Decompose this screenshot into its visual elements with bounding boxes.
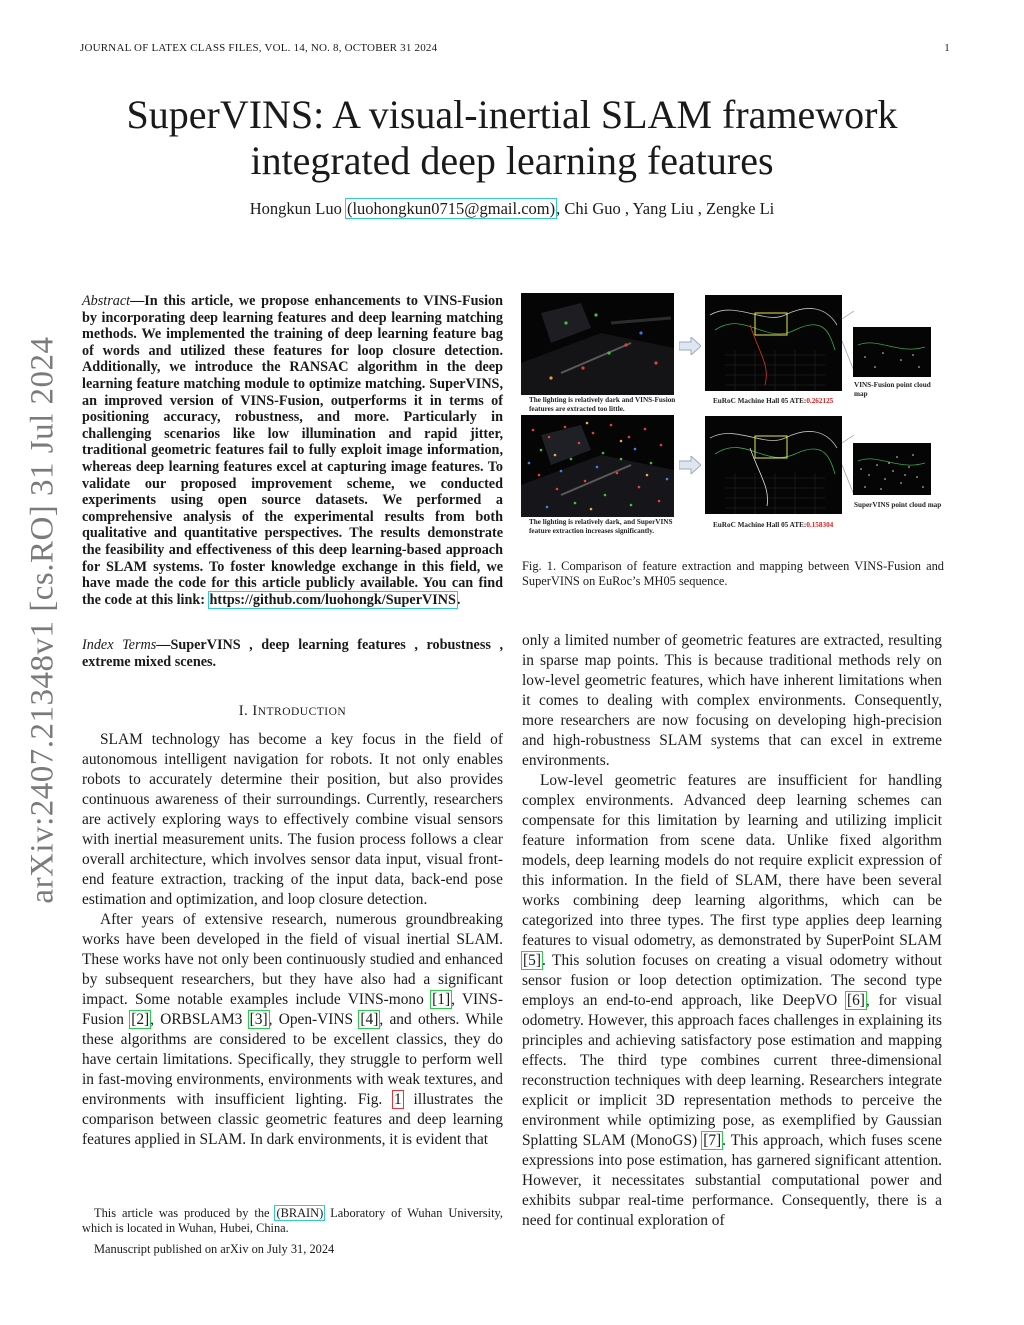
citation-link[interactable]: [5] <box>523 952 541 969</box>
point-cloud-top <box>853 327 931 377</box>
footnote-affiliation <box>82 1206 503 1237</box>
arxiv-id: arXiv:2407.21348v1 [cs.RO] 31 Jul 2024 <box>24 336 61 904</box>
dark-scene-top <box>521 293 674 395</box>
text-run: . This solution focuses on creating a visual odometry without sensor fusion or loop detection optimization. The second type employs an end-to-end approach, like DeepVO <box>522 952 942 1009</box>
index-terms <box>82 637 503 670</box>
ate-value: 0.262125 <box>806 397 834 405</box>
section-number: I. <box>238 703 249 719</box>
abstract-text: —In this article, we propose enhancements to VINS-Fusion by incorporating deep learning features and deep learning matching methods. We implemented the training of deep learning feature bag of words and utilized these features for loop closure detection. Additionally, we introduce the RANSAC algorithm in the deep learning feature matching module to optimize matching. SuperVINS, an improved version of VINS-Fusion, outperforms it in terms of positioning accuracy, robustness, and more. Particularly in challenging scenarios like low illumination and rapid jitter, traditional geometric features fail to fully exploit image information, whereas deep learning features excel at capturing image features. To validate our proposed improvement scheme, we conducted experiments using open source datasets. We performed a comprehensive analysis of the experimental results from both qualitative and quantitative perspectives. The results demonstrate the feasibility and effectiveness of this deep learning-based approach for SLAM systems. To foster knowledge exchange in this field, we have made the code for this article publicly available. You can find the code at this link: <box>82 293 503 608</box>
intro-right-column <box>522 631 942 1231</box>
ate-label: EuRoC Machine Hall 05 ATE: <box>713 521 807 529</box>
text-run: illustrates the comparison between classic geometric features and deep learning features applied in SLAM. In dark environments, it is evident that <box>82 1091 503 1148</box>
citation-link[interactable]: [2] <box>131 1011 150 1028</box>
author-email-link[interactable]: (luohongkun0715@gmail.com) <box>346 199 556 218</box>
citation-link[interactable]: [4] <box>360 1011 379 1028</box>
author-line <box>60 199 964 219</box>
supervins-point-cloud <box>853 443 931 495</box>
intro-paragraph-1: SLAM technology has become a key focus in the field of autonomous intelligent navigation for robots. It not only enables robots to accurately determine their position, but also provides continuous awareness of their surroundings. Currently, researchers are actively exploring ways to effectively combine visual sensors with inertial measurement units. The fusion process follows a clear overall architecture, which involves sensor data input, visual front-end feature extraction, tracking of the input data, back-end pose estimation and optimization, and loop closure detection. <box>82 731 503 908</box>
citation-link[interactable]: [1] <box>432 991 451 1008</box>
top-right-label: VINS-Fusion point cloud map <box>854 381 931 398</box>
text-run: This article was produced by the <box>94 1206 276 1220</box>
right-paragraph-2 <box>522 771 942 1231</box>
bottom-left-caption: The lighting is relatively dark, and SuperVINS feature extraction increases significantly. <box>529 518 673 535</box>
text-run: , for visual odometry. However, this approach faces challenges in explaining its principles and achieving satisfactory pose estimation and mapping effects. The third type combines current three-dimensional reconstruction techniques with deep learning. Researchers integrate explicit or implicit 3D representation methods to perceive the environment while optimizing pose, as exemplified by Gaussian Splatting SLAM (MonoGS) <box>522 992 942 1149</box>
page-number: 1 <box>944 42 950 54</box>
arrow-right-icon <box>679 337 701 355</box>
ate-value: 0.158304 <box>806 521 834 529</box>
top-left-caption: The lighting is relatively dark and VINS-Fusion features are extracted too little. <box>529 396 676 413</box>
text-run: After years of extensive research, numerous groundbreaking works have been developed in the field of visual inertial SLAM. These works have not only been continuously studied and enhanced by subsequent researchers, but they have also had a significant impact. Some notable examples include VINS-mono <box>82 911 503 1008</box>
author-first: Hongkun Luo <box>249 199 342 218</box>
running-head <box>80 42 950 54</box>
trajectory-top <box>705 295 842 391</box>
dark-scene-bottom <box>521 415 674 517</box>
ate-label: EuRoC Machine Hall 05 ATE: <box>713 397 807 405</box>
paper-title <box>60 92 964 184</box>
author-others: , Chi Guo , Yang Liu , Zengke Li <box>556 199 775 218</box>
intro-left-column <box>82 730 503 1150</box>
text-run: , Open-VINS <box>268 1011 360 1028</box>
code-link[interactable]: https://github.com/luohongk/SuperVINS <box>209 591 456 608</box>
text-run: . This approach, which fuses scene expressions into pose estimation, has garnered significant attention. However, it necessitates substantial computational power and exhibits subpar real-time performance. Consequently, there is a need for continual exploration of <box>522 1132 942 1229</box>
figure-caption: Fig. 1. Comparison of feature extraction and mapping between VINS-Fusion and SuperVINS on EuRoc’s MH05 sequence. <box>522 559 944 589</box>
footnote <box>82 1206 503 1262</box>
section-title-rest: NTRODUCTION <box>257 706 347 718</box>
top-mid-label <box>713 397 853 406</box>
text-run: , VINS-Fusion <box>82 991 503 1028</box>
citation-link[interactable]: [3] <box>249 1011 268 1028</box>
bottom-mid-label <box>713 521 853 530</box>
arxiv-stamp <box>8 290 78 950</box>
trajectory-bottom <box>705 416 842 514</box>
section-heading <box>82 703 503 720</box>
title-line-1: SuperVINS: A visual-inertial SLAM framework <box>126 92 898 137</box>
supervins-trajectory <box>705 416 842 514</box>
journal-header: JOURNAL OF LATEX CLASS FILES, VOL. 14, NO. 8, OCTOBER 31 2024 <box>80 42 438 54</box>
index-terms-text: —SuperVINS , deep learning features , robustness , extreme mixed scenes. <box>82 637 503 670</box>
text-run: Low-level geometric features are insufficient for handling complex environments. Advanced deep learning schemes can compensate for this limitation by learning and utilizing implicit feature information from scene data. Unlike fixed algorithm models, deep learning models do not require explicit expression of this information. In the field of SLAM, there have been several works combining deep learning algorithms, which can be categorized into three types. The first type applies deep learning features to visual odometry, as demonstrated by SuperPoint SLAM <box>522 772 942 949</box>
abstract <box>82 293 503 608</box>
citation-link[interactable]: [6] <box>846 992 865 1009</box>
text-run: , and others. While these algorithms are considered to be excellent classics, they do have certain limitations. Specifically, they struggle to perform well in fast-moving environments, environments with weak textures, and environments with insufficient lighting. Fig. <box>82 1011 503 1108</box>
title-line-2: integrated deep learning features <box>250 138 774 183</box>
brain-link[interactable]: (BRAIN) <box>276 1206 324 1220</box>
point-cloud-bottom <box>853 443 931 495</box>
citation-link[interactable]: [7] <box>703 1132 722 1149</box>
vins-fusion-trajectory <box>705 295 842 391</box>
abstract-end: . <box>456 591 461 608</box>
arrow-right-icon <box>679 456 701 474</box>
figure-1 <box>521 293 946 548</box>
right-paragraph-1: only a limited number of geometric features are extracted, resulting in sparse map points. This is because traditional methods rely on low-level geometric features, which have inherent limitations when it comes to dealing with complex environments. Consequently, more researchers are now focusing on developing high-precision and high-robustness SLAM systems that can excel in extreme environments. <box>522 632 942 769</box>
text-run: , ORBSLAM3 <box>150 1011 249 1028</box>
intro-paragraph-2 <box>82 910 503 1150</box>
text-run: Laboratory of Wuhan University, which is located in Wuhan, Hubei, China. <box>82 1206 504 1236</box>
footnote-manuscript: Manuscript published on arXiv on July 31, 2024 <box>94 1241 335 1256</box>
index-terms-label: Index Terms <box>82 637 157 653</box>
section-title-initial: I <box>252 703 258 719</box>
vins-fusion-camera-image <box>521 293 674 395</box>
supervins-camera-image <box>521 415 674 517</box>
bottom-right-label: SuperVINS point cloud map <box>854 501 942 509</box>
vins-fusion-point-cloud <box>853 327 931 377</box>
figure-link[interactable]: 1 <box>394 1091 402 1108</box>
abstract-label: Abstract <box>82 293 131 309</box>
